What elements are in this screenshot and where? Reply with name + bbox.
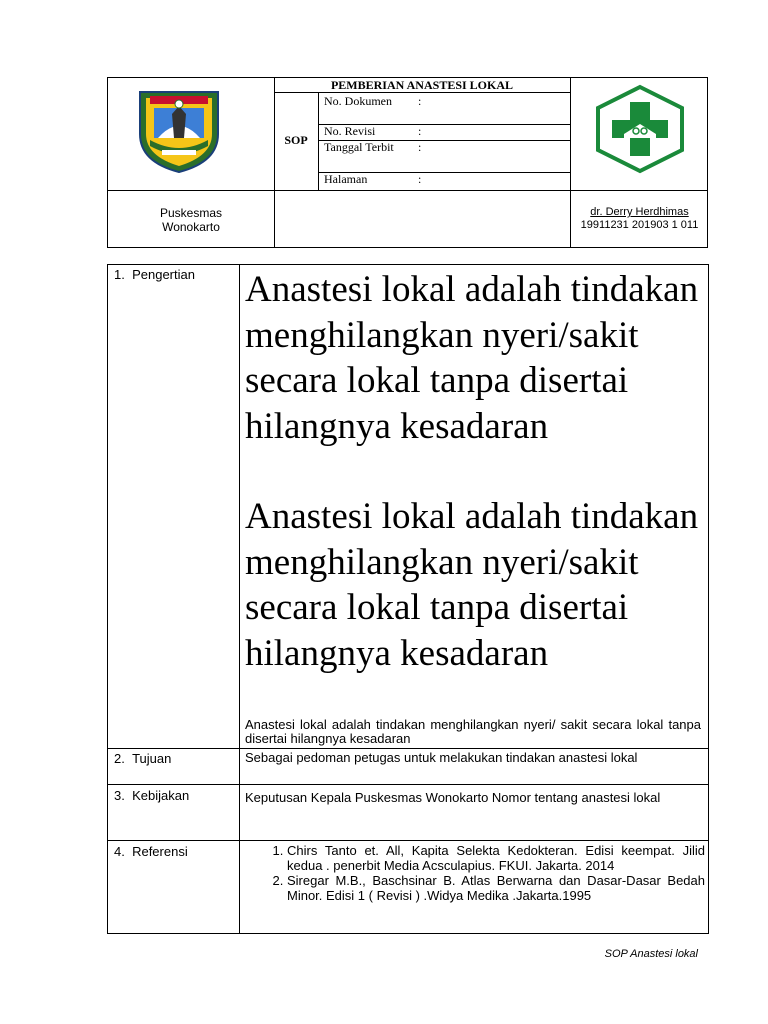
field-tanggal-terbit-sep: : <box>418 140 422 154</box>
sop-content-table <box>107 264 709 934</box>
header-table <box>107 77 708 248</box>
referensi-item: 1. Chirs Tanto et. All, Kapita Selekta Kedokteran. Edisi keempat. Jilid kedua . penerbit Media Acsculapius. FKUI. Jakarta. 2014 <box>287 843 705 873</box>
field-tanggal-terbit-label: Tanggal Terbit <box>324 140 394 154</box>
field-halaman-sep: : <box>418 172 422 186</box>
kebijakan-text: Keputusan Kepala Puskesmas Wonokarto Nomor tentang anastesi lokal <box>245 790 661 805</box>
document-title: PEMBERIAN ANASTESI LOKAL <box>330 78 514 92</box>
footer-label: SOP Anastesi lokal <box>604 948 698 960</box>
signer-name: dr. Derry Herdhimas <box>590 206 689 218</box>
section-pengertian-label: 1. Pengertian <box>114 267 195 282</box>
signer-block <box>570 206 709 232</box>
pengertian-big-text-1: Anastesi lokal adalah tindakan menghilangkan nyeri/sakit secara lokal tanpa disertai hilangnya kesadaran <box>245 269 699 447</box>
section-tujuan-label: 2. Tujuan <box>114 751 172 766</box>
sop-label: SOP <box>284 133 308 147</box>
organization-name: Puskesmas Wonokarto <box>159 206 223 234</box>
field-no-dokumen-label: No. Dokumen <box>324 94 392 108</box>
section-kebijakan-label: 3. Kebijakan <box>114 788 190 803</box>
regency-emblem-logo <box>136 84 222 174</box>
section-referensi-label: 4. Referensi <box>114 844 188 859</box>
puskesmas-logo <box>594 84 686 174</box>
pengertian-text: Anastesi lokal adalah tindakan menghilangkan nyeri/ sakit secara lokal tanpa disertai hilangnya kesadaran <box>245 717 701 746</box>
tujuan-text: Sebagai pedoman petugas untuk melakukan tindakan anastesi lokal <box>245 750 638 765</box>
field-no-revisi-label: No. Revisi <box>324 124 376 138</box>
signer-nip: 19911231 201903 1 011 <box>580 219 699 231</box>
field-no-revisi-sep: : <box>418 124 422 138</box>
referensi-list-wrap <box>239 843 705 903</box>
pengertian-big-text-2: Anastesi lokal adalah tindakan menghilangkan nyeri/sakit secara lokal tanpa disertai hilangnya kesadaran <box>245 496 699 674</box>
referensi-item: 2. Siregar M.B., Baschsinar B. Atlas Berwarna dan Dasar-Dasar Bedah Minor. Edisi 1 ( Revisi ) .Widya Medika .Jakarta.1995 <box>287 873 705 903</box>
referensi-list <box>239 843 705 903</box>
field-no-dokumen-sep: : <box>418 94 422 108</box>
field-halaman-label: Halaman <box>324 172 368 186</box>
